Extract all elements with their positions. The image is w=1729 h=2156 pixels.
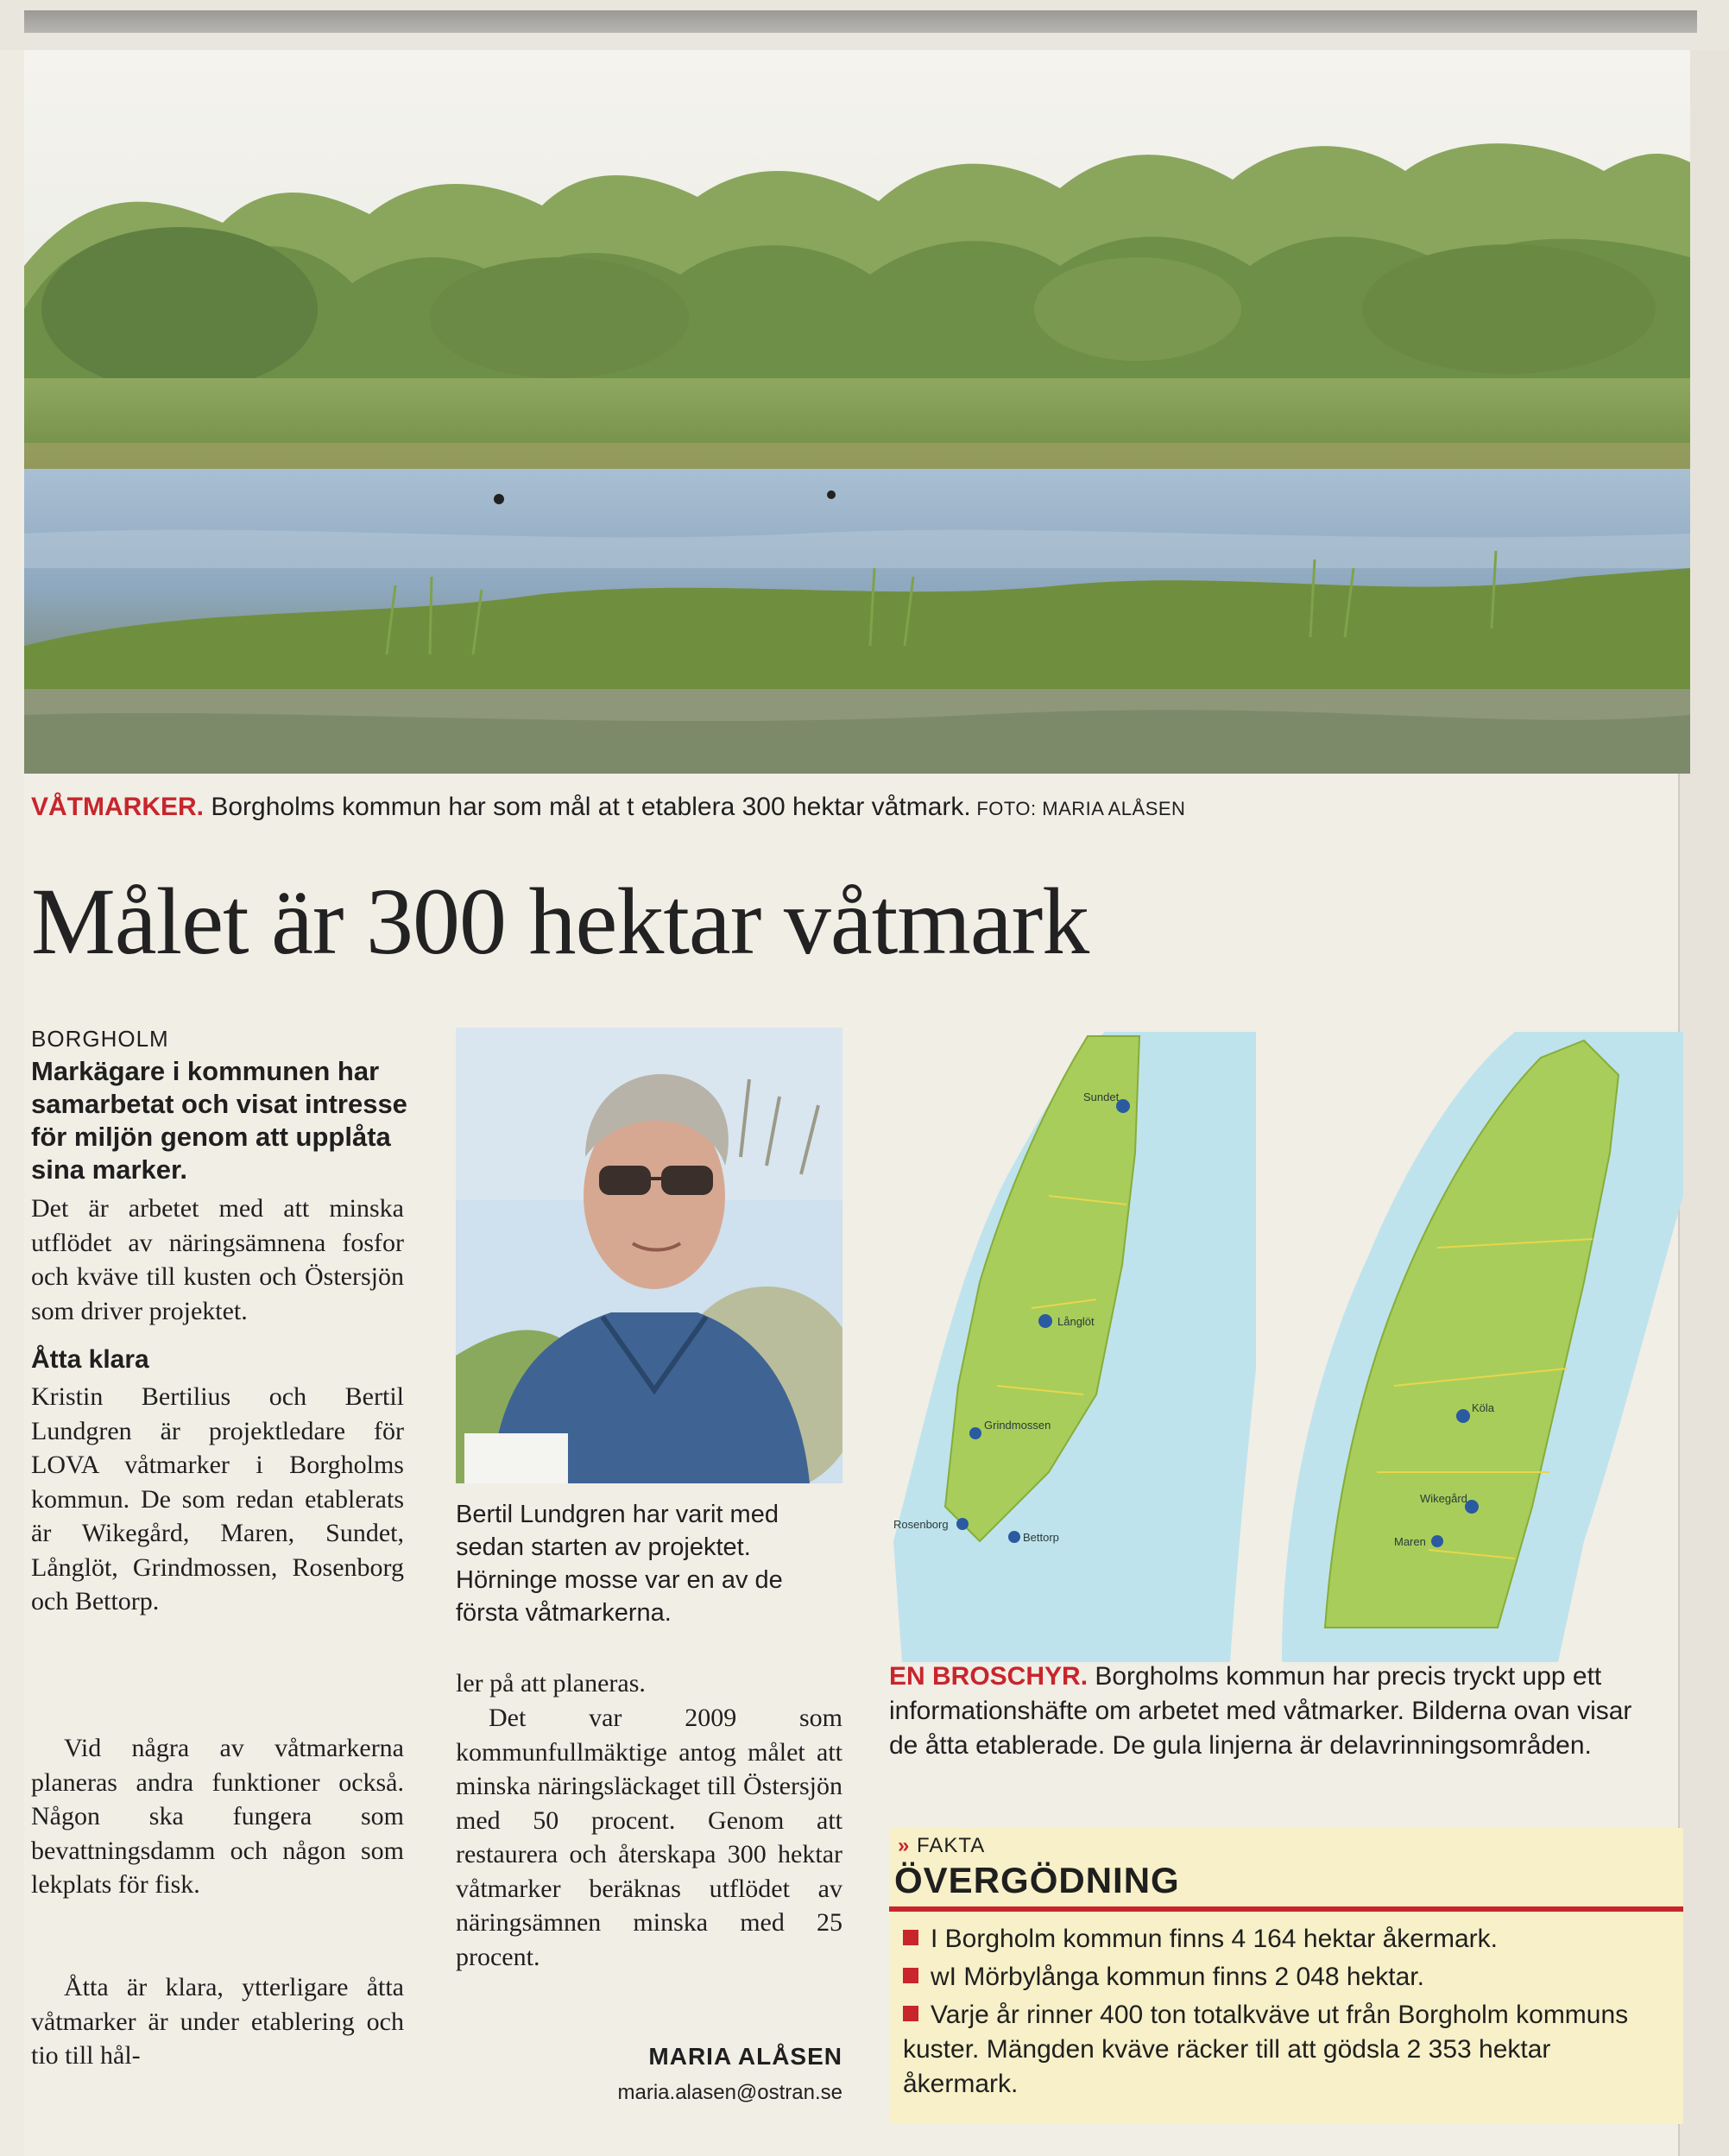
caption-text: Borgholms kommun har som mål at t etablera 300 hektar våtmark. [204,793,971,821]
wetland-photo [24,50,1690,774]
body-paragraph: Åtta är klara, ytterligare åtta våtmarker är under etablering och tio till hål- [31,1973,404,2070]
wetland-maps [876,1023,1683,1671]
lead-paragraph: Markägare i kommunen har samarbetat och visat intresse för miljön genom att upplåta sina marker. [31,1056,407,1185]
map-caption-tag: EN BROSCHYR. [889,1662,1089,1691]
body-paragraph: Vid några av våtmarkerna planeras andra funktioner också. Någon ska fungera som bevattningsdamm och någon som lekplats för fisk. [31,1734,404,1899]
photo-credit: FOTO: MARIA ALÅSEN [970,798,1186,819]
photo-caption [31,793,1185,822]
map-label: Köla [1472,1401,1495,1414]
top-band [0,0,1729,50]
headline: Målet är 300 hektar våtmark [31,869,1089,974]
body-paragraph: Kristin Bertilius och Bertil Lundgren är projektledare för LOVA våtmarker i Borgholms kommun. De som redan etablerats är Wikegård, Maren, Sundet, Långlöt, Grindmossen, Rosenborg och Bettorp. [31,1382,404,1615]
author-email[interactable]: maria.alasen@ostran.se [617,2081,842,2104]
body-paragraph: Det är arbetet med att minska utflödet av näringsämnena fosfor och kväve till kusten och Östersjön som driver projektet. [31,1194,404,1325]
fact-box-rule [889,1906,1683,1912]
portrait-photo [456,1027,842,1483]
caption-tag: VÅTMARKER. [31,793,204,821]
fact-item: Varje år rinner 400 ton totalkväve ut från Borgholm kommuns kuster. Mängden kväve räcker till att gödsla 2 353 hektar åkermark. [903,2001,1629,2098]
subheading: Åtta klara [31,1345,149,1374]
fact-arrow-icon: » [898,1834,911,1857]
map-label: Wikegård [1420,1492,1467,1505]
fact-box-title: ÖVERGÖDNING [894,1860,1180,1900]
fact-item: wI Mörbylånga kommun finns 2 048 hektar. [903,1960,1663,1995]
map-caption-text: Borgholms kommun har precis tryckt upp ett informationshäfte om arbetet med våtmarker. Bilderna ovan visar de åtta etablerade. De gula linjerna är delavrinningsområden. [889,1662,1632,1760]
map-label: Bettorp [1023,1531,1059,1544]
byline: MARIA ALÅSEN [648,2043,842,2070]
page-margin-left [0,50,24,2156]
dateline: BORGHOLM [31,1026,169,1052]
map-label: Maren [1394,1535,1426,1548]
bullet-square-icon [903,1968,918,1983]
bullet-square-icon [903,2006,918,2021]
bullet-square-icon [903,1930,918,1945]
map-label: Rosenborg [893,1518,949,1531]
map-label: Grindmossen [984,1419,1051,1432]
body-paragraph: ler på att planeras. [456,1669,646,1698]
portrait-caption: Bertil Lundgren har varit med sedan starten av projektet. Hörninge mosse var en av de första våtmarkerna. [456,1501,783,1627]
fact-box-label [898,1834,985,1858]
fact-item: I Borgholm kommun finns 4 164 hektar åkermark. [903,1922,1663,1957]
map-label: Sundet [1083,1091,1120,1103]
body-paragraph: Det var 2009 som kommunfullmäktige antog målet att minska näringsläckaget till Östersjön med 50 procent. Genom att restaurera och återskapa 300 hektar våtmarker beräknas utflödet av näringsämnen minska med 25 procent. [456,1704,842,1971]
fact-label-text: FAKTA [917,1834,986,1857]
map-label: Långlöt [1057,1315,1095,1328]
map-caption [889,1660,1666,1763]
